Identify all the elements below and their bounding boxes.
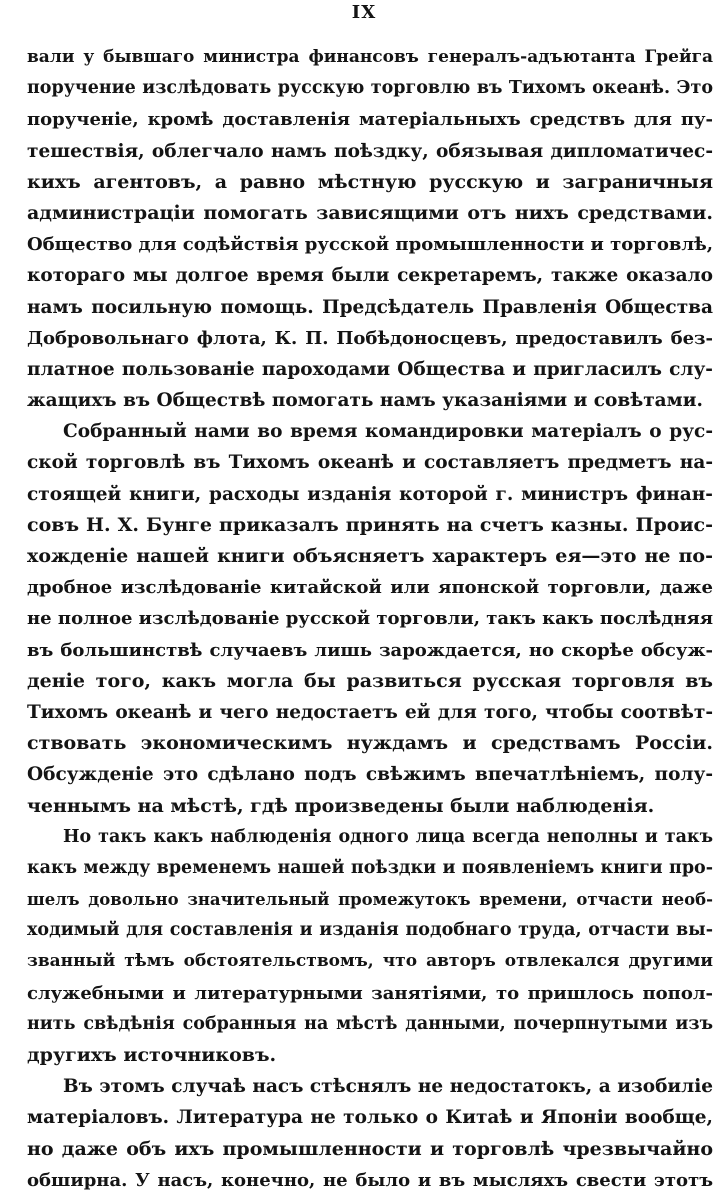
paragraph-2 — [27, 416, 713, 821]
text-line: нить свѣдѣнія собранныя на мѣстѣ данными, почерпнутыми изъ — [27, 1013, 713, 1034]
text-line: хожденіе нашей книги объясняетъ характеръ ея—это не по- — [27, 545, 713, 567]
text-line: Но такъ какъ наблюденія одного лица всегда неполны и такъ — [63, 826, 713, 847]
text-line: поручение изслѣдовать русскую торговлю въ Тихомъ океанѣ. Это — [27, 78, 713, 99]
text-line: платное пользованіе пароходами Общества и пригласилъ слу- — [27, 358, 713, 380]
text-line: шелъ довольно значительный промежутокъ времени, отчасти необ- — [27, 890, 713, 910]
text-line: другихъ источниковъ. — [27, 1044, 277, 1066]
text-line: тешествія, облегчало намъ поѣздку, обязывая дипломатичес- — [27, 140, 713, 162]
text-line: деніе того, какъ могла бы развиться русская торговля въ — [27, 669, 713, 692]
text-line: Собранный нами во время командировки матеріалъ о рус- — [63, 421, 713, 443]
text-line: кихъ агентовъ, а равно мѣстную русскую и заграничныя — [27, 170, 713, 193]
text-line: ченнымъ на мѣстѣ, гдѣ произведены были наблюденія. — [27, 794, 655, 817]
text-line: Въ этомъ случаѣ насъ стѣснялъ не недостатокъ, а изобиліе — [63, 1076, 713, 1098]
text-line: порученіе, кромѣ доставленія матеріальныхъ средствъ для пу- — [27, 109, 713, 131]
text-line: Обсужденіе это сдѣлано подъ свѣжимъ впечатлѣніемъ, полу- — [27, 764, 713, 786]
text-line: ходимый для составленія и изданія подобнаго труда, отчасти вы- — [27, 920, 713, 941]
text-line: въ большинствѣ случаевъ лишь зарождается, но скорѣе обсуж- — [27, 639, 713, 661]
text-line: какъ между временемъ нашей поѣздки и появленіемъ книги про- — [27, 857, 713, 878]
text-line: совъ Н. Х. Бунге приказалъ принять на счетъ казны. Проис- — [27, 513, 713, 536]
text-line: намъ посильную помощь. Предсѣдатель Правленія Общества — [27, 296, 713, 318]
text-line: Тихомъ океанѣ и чего недостаетъ ей для того, чтобы соотвѣт- — [27, 701, 713, 723]
page-number: IX — [351, 2, 377, 23]
paragraph-1 — [27, 42, 713, 416]
text-line: ской торговлѣ въ Тихомъ океанѣ и составляетъ предметъ на- — [27, 452, 713, 474]
text-line: ствовать экономическимъ нуждамъ и средствамъ Россіи. — [27, 732, 713, 755]
text-line: вали у бывшаго министра финансовъ генералъ-адъютанта Грейга — [27, 47, 713, 67]
paragraph-4 — [27, 1071, 713, 1196]
text-line: но даже объ ихъ промышленности и торговлѣ чрезвычайно — [27, 1137, 713, 1160]
text-line: Общество для содѣйствія русской промышленности и торговлѣ, — [27, 234, 713, 256]
text-line: служебными и литературными занятіями, то пришлось попол- — [27, 982, 713, 1004]
text-line: администраціи помогать зависящими отъ нихъ средствами. — [27, 201, 713, 224]
paragraph-3 — [27, 822, 713, 1072]
text-line: матеріаловъ. Литература не только о Китаѣ и Японіи вообще, — [27, 1107, 713, 1129]
text-line: не полное изслѣдованіе русской торговли, такъ какъ послѣдняя — [27, 608, 713, 630]
text-line: обширна. У насъ, конечно, не было и въ мысляхъ свести этотъ — [27, 1169, 713, 1191]
text-line: стоящей книги, расходы изданія которой г. министръ финан- — [27, 483, 713, 505]
text-line: котораго мы долгое время были секретаремъ, также оказало — [27, 265, 713, 287]
text-line: дробное изслѣдованіе китайской или японской торговли, даже — [27, 577, 713, 599]
body-text — [27, 42, 713, 1196]
text-line: жащихъ въ Обществѣ помогать намъ указаніями и совѣтами. — [27, 390, 703, 412]
text-line: званный тѣмъ обстоятельствомъ, что авторъ отвлекался другими — [27, 951, 713, 972]
text-line: Добровольнаго флота, К. П. Побѣдоносцевъ, предоставилъ без- — [27, 327, 713, 349]
